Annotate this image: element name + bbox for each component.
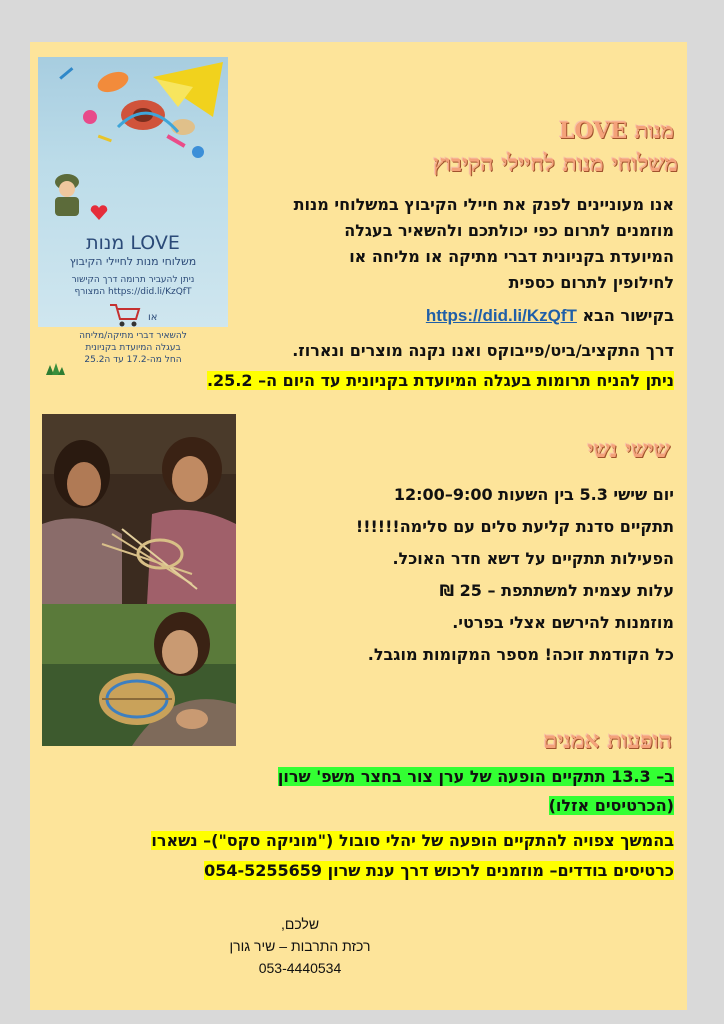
poster-or: או	[148, 312, 158, 323]
event-line: עלות עצמית למשתתפת – 25 ₪	[439, 581, 674, 600]
event-line: מוזמנות להירשם אצלי בפרטי.	[452, 613, 674, 632]
tickets-highlight: כרטיסים בודדים– מוזמנים לרכוש דרך ענת שרון 054-5255659	[204, 861, 674, 880]
party-decorations-icon	[38, 57, 228, 167]
concert-line	[151, 828, 674, 854]
basket-photo	[42, 604, 236, 746]
event-line: כל הקודמת זוכה! מספר המקומות מוגבל.	[367, 645, 674, 664]
donation-deadline-highlight: ניתן להניח תרומות בעגלה המיועדת בקניונית עד היום ה– 25.2.	[206, 371, 674, 390]
section1-title: מנות LOVE	[559, 118, 674, 144]
concert-line	[278, 764, 674, 790]
signature-greeting: שלכם,	[280, 916, 320, 932]
sold-out-highlight: (הכרטיסים אזלו)	[548, 796, 674, 815]
concert-highlight: ב– 13.3 תתקיים הופעה של ערן צור בחצר משפ' שרון	[277, 767, 674, 786]
section1-subtitle: משלוחי מנות לחיילי הקיבוץ	[433, 150, 678, 177]
section1-shops-line: דרך התקציב/ביט/פייבוקס ואנו נקנה מוצרים ונארוז.	[292, 341, 674, 360]
event-line: הפעילות תתקיים על דשא חדר האוכל.	[392, 549, 674, 568]
concert2-highlight: בהמשך צפויה להתקיים הופעה של יהלי סובול ("מוניקה סקס")– נשארו	[151, 831, 674, 850]
poster-subtitle: משלוחי מנות לחיילי הקיבוץ	[69, 255, 197, 268]
section1-line: המיועדת בקניונית דברי מתיקה או מליחה או	[349, 247, 674, 266]
weaving-women-image	[42, 414, 236, 604]
section1-line: אנו מעוניינים לפנק את חיילי הקיבוץ במשלוחי מנות	[293, 195, 674, 214]
donation-link[interactable]: https://did.li/KzQfT	[425, 306, 577, 325]
poster-line1: ניתן להעביר תרומה דרך הקישור	[71, 275, 195, 285]
soldier-icon	[50, 172, 84, 216]
section1-line: לחילופין לתרום כספית	[508, 273, 674, 292]
poster-line5: החל מה-17.2 עד ה25.2	[84, 355, 182, 365]
section1-line: מוזמנים לתרום כפי יכולתכם ולהשאיר בעגלה	[344, 221, 674, 240]
event-line: תתקיים סדנת קליעת סלים עם סלימה!!!!!!	[355, 517, 674, 536]
heart-icon	[90, 205, 108, 221]
manot-love-poster	[38, 57, 228, 365]
poster-line3: להשאיר דברי מתיקה/מליחה	[79, 331, 187, 341]
section2-title: שישי נשי	[587, 436, 670, 463]
shopping-cart-icon	[108, 302, 142, 328]
kibbutz-logo-icon	[42, 362, 66, 376]
event-line: יום שישי 5.3 בין השעות 9:00–12:00	[393, 485, 674, 504]
poster-line2: המצורף https://did.li/KzQfT	[74, 287, 192, 297]
poster-line4: בעגלה המיועדת בקניונית	[85, 343, 181, 353]
poster-title: מנות LOVE	[86, 232, 180, 254]
woman-with-basket-image	[42, 604, 236, 746]
section1-highlight	[207, 368, 674, 394]
signature-name: רכזת התרבות – שיר גורן	[229, 938, 371, 954]
basket-weaving-photo	[42, 414, 236, 604]
concert-line	[204, 858, 674, 884]
signature-phone: 053-4440534	[258, 960, 342, 976]
link-prefix: בקישור הבא	[582, 306, 674, 325]
section3-title: הופעות אמנים	[543, 727, 672, 754]
concert-line	[549, 793, 674, 819]
donation-link-line	[426, 303, 674, 329]
